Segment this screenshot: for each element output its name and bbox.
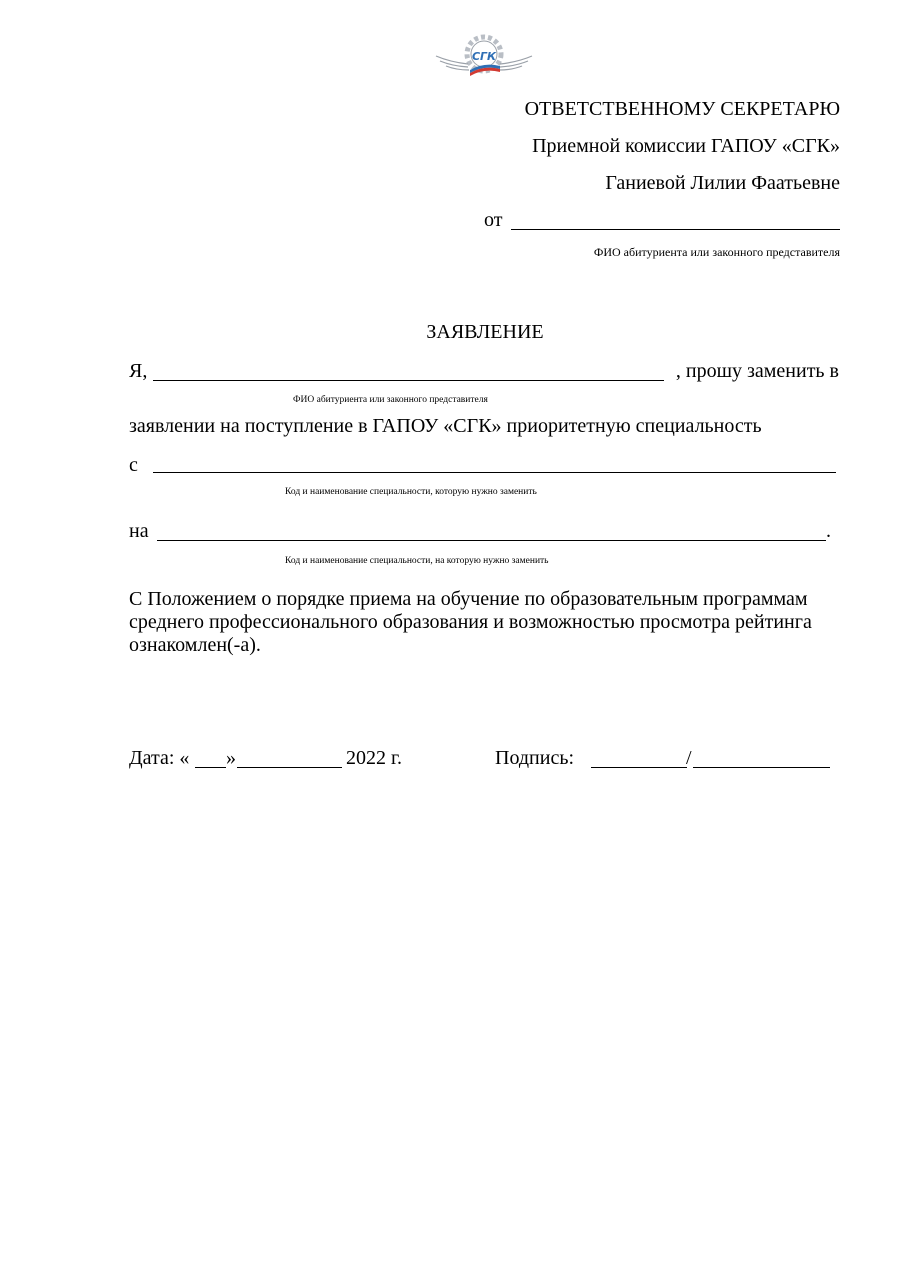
signature-decoding-field[interactable] [693, 767, 830, 768]
request-text: , прошу заменить в [675, 360, 839, 382]
addressee-organization: Приемной комиссии ГАПОУ «СГК» [532, 135, 840, 157]
to-specialty-hint: Код и наименование специальности, на которую нужно заменить [285, 556, 549, 566]
application-text: заявлении на поступление в ГАПОУ «СГК» приоритетную специальность [129, 415, 762, 437]
applicant-name-field[interactable] [511, 229, 840, 230]
logo-text: СГК [471, 50, 497, 63]
to-specialty-label: на [129, 520, 149, 542]
signature-slash: / [686, 747, 692, 769]
declarant-name-field[interactable] [153, 380, 664, 381]
document-title: ЗАЯВЛЕНИЕ [426, 321, 544, 343]
addressee-name: Ганиевой Лилии Фаатьевне [605, 172, 840, 194]
date-year: 2022 г. [346, 747, 402, 769]
from-label: от [484, 209, 503, 231]
addressee-title: ОТВЕТСТВЕННОМУ СЕКРЕТАРЮ [524, 98, 840, 120]
declarant-name-hint: ФИО абитуриента или законного представителя [293, 395, 488, 405]
signature-label: Подпись: [495, 747, 575, 769]
date-label: Дата: « [129, 747, 190, 769]
from-specialty-label: с [129, 454, 138, 476]
to-specialty-field[interactable] [157, 540, 826, 541]
signature-field[interactable] [591, 767, 687, 768]
i-label: Я, [129, 360, 148, 382]
applicant-name-hint: ФИО абитуриента или законного представителя [593, 245, 840, 259]
date-month-field[interactable] [237, 767, 342, 768]
from-specialty-hint: Код и наименование специальности, которую нужно заменить [285, 487, 537, 497]
acknowledgement-text: С Положением о порядке приема на обучение по образовательным программам среднего профессионального образования и возможностью просмотра рейтинга ознакомлен(-а). [129, 588, 812, 656]
to-specialty-period: . [826, 520, 831, 542]
date-day-field[interactable] [195, 767, 226, 768]
from-specialty-field[interactable] [153, 472, 836, 473]
college-logo [432, 32, 536, 84]
date-close-quote: » [226, 747, 236, 769]
